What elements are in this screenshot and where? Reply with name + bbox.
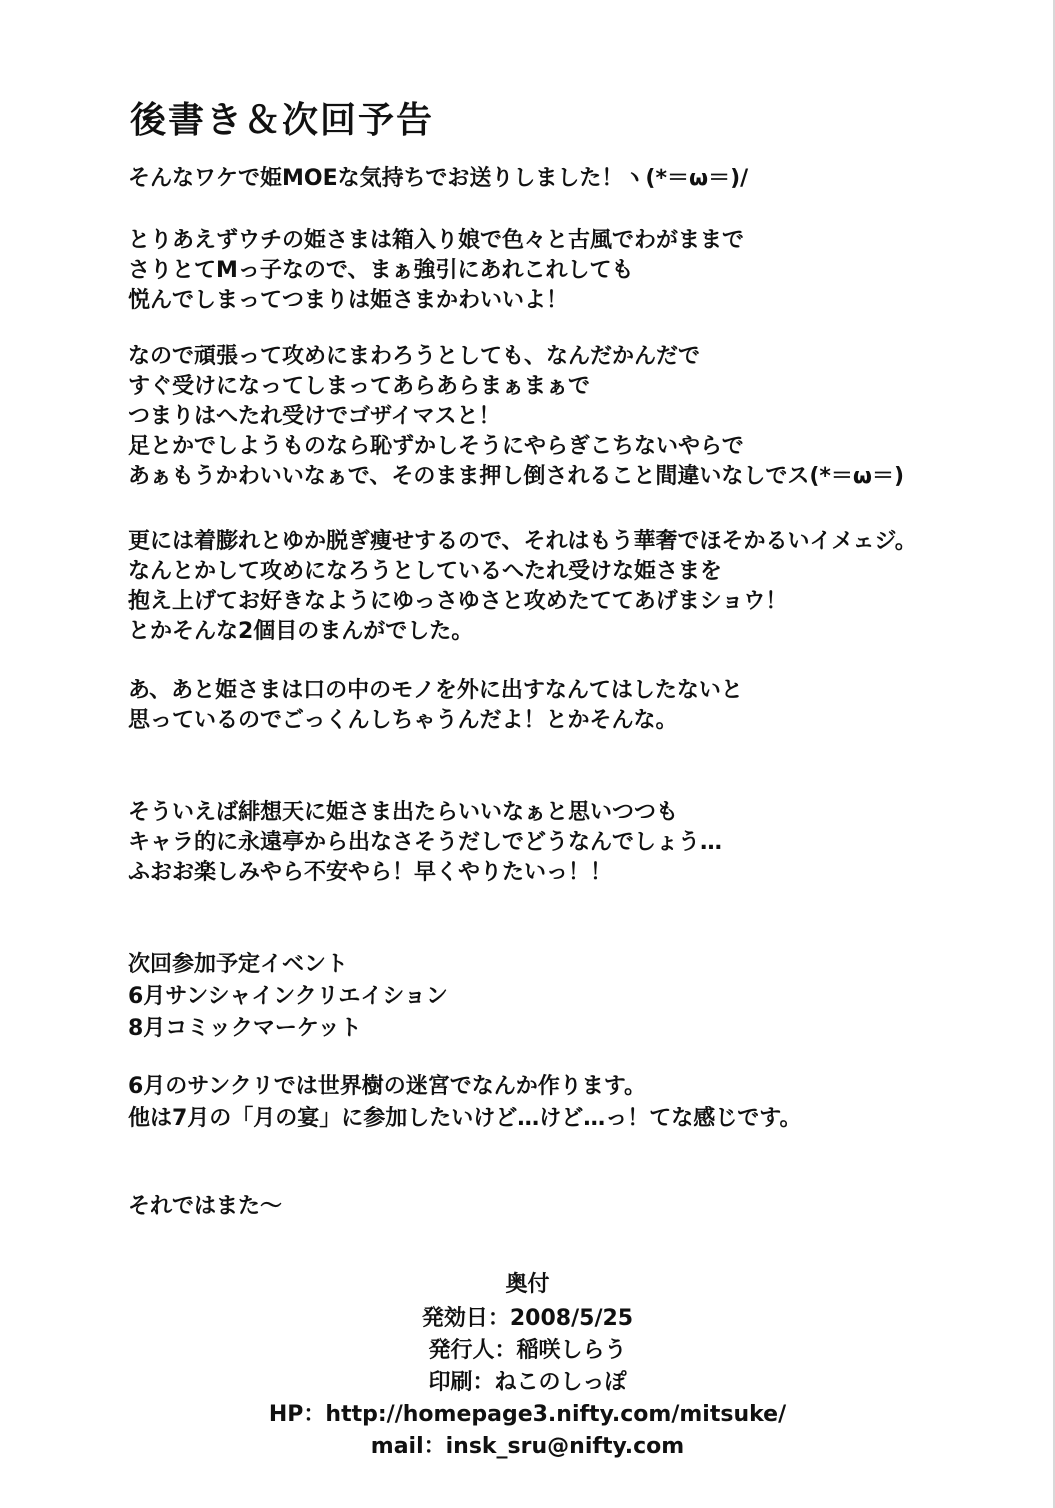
text-line: 更には着膨れとゆか脱ぎ痩せするので、それはもう華奢でほそかるいイメェジ。	[128, 529, 917, 554]
closing-line: それではまた～	[128, 1194, 283, 1219]
text-line: 抱え上げてお好きなようにゆっさゆさと攻めたててあげまショウ！	[128, 589, 788, 614]
text-line: つまりはへたれ受けでゴザイマスと！	[128, 404, 501, 429]
text-line: 足とかでしようものなら恥ずかしそうにやらぎこちないやらで	[128, 434, 744, 459]
text-line: ふおお楽しみやら不安やら！早くやりたいっ！！	[128, 860, 613, 885]
page-title: 後書き＆次回予告	[130, 100, 435, 141]
text-line: 悦んでしまってつまりは姫さまかわいいよ！	[128, 288, 569, 313]
colophon-homepage: HP：http://homepage3.nifty.com/mitsuke/	[268, 1402, 787, 1427]
text-line: なので頑張って攻めにまわろうとしても、なんだかんだで	[128, 344, 701, 369]
event-heading: 次回参加予定イベント	[128, 952, 349, 977]
text-line: とかそんな2個目のまんがでした。	[128, 619, 474, 644]
colophon-printer: 印刷：ねこのしっぽ	[428, 1370, 627, 1395]
text-line: なんとかして攻めになろうとしているへたれ受けな姫さまを	[128, 559, 723, 584]
text-line: すぐ受けになってしまってあらあらまぁまぁで	[128, 374, 591, 399]
text-line: 他は7月の「月の宴」に参加したいけど…けど…っ！てな感じです。	[128, 1106, 802, 1131]
text-line: さりとてMっ子なので、まぁ強引にあれこれしても	[128, 258, 634, 283]
colophon-mail: mail：insk_sru@nifty.com	[370, 1434, 685, 1459]
colophon-heading: 奥付	[505, 1272, 550, 1297]
event-item: 6月サンシャインクリエイション	[128, 984, 448, 1009]
text-line: そういえば緋想天に姫さま出たらいいなぁと思いつつも	[128, 800, 679, 825]
event-item: 8月コミックマーケット	[128, 1016, 362, 1041]
text-line: キャラ的に永遠亭から出なさそうだしでどうなんでしょう…	[128, 830, 723, 855]
text-line: とりあえずウチの姫さまは箱入り娘で色々と古風でわがままで	[128, 228, 745, 253]
text-line: 思っているのでごっくんしちゃうんだよ！とかそんな。	[128, 708, 678, 733]
text-line: あ、あと姫さまは口の中のモノを外に出すなんてはしたないと	[128, 678, 743, 703]
text-line: そんなワケで姫MOEな気持ちでお送りしました！ヽ(*＝ω＝)/	[128, 166, 749, 191]
colophon-publisher: 発行人：稲咲しらう	[428, 1338, 627, 1363]
text-line: 6月のサンクリでは世界樹の迷宮でなんか作ります。	[128, 1074, 647, 1099]
text-line: あぁもうかわいいなぁで、そのまま押し倒されること間違いなしでス(*＝ω＝)	[128, 464, 905, 489]
colophon-date: 発効日：2008/5/25	[421, 1306, 634, 1331]
